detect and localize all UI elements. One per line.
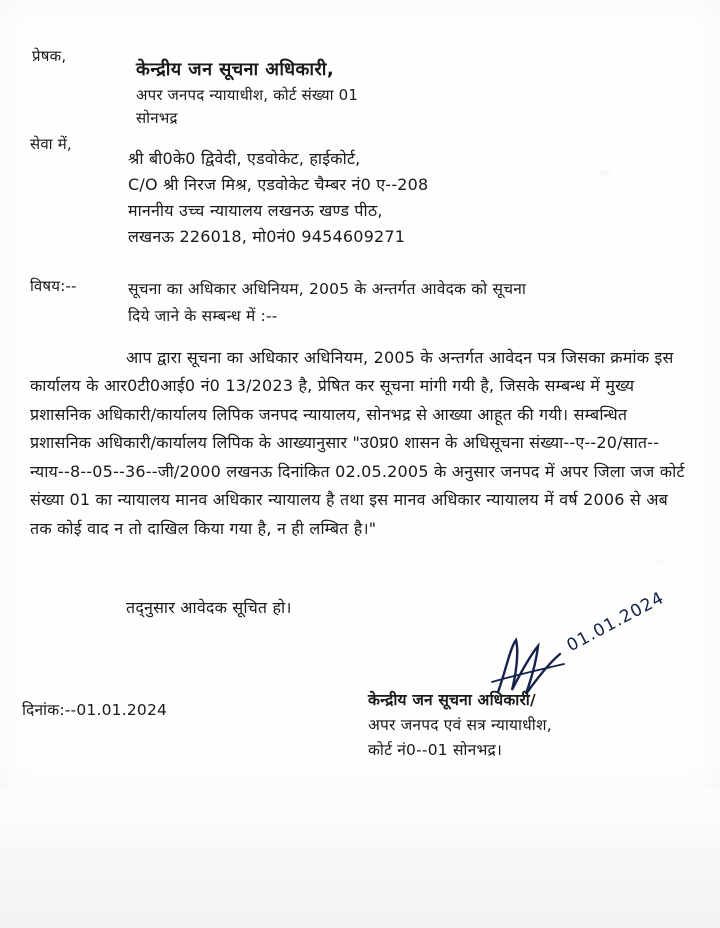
subject-line-1: सूचना का अधिकार अधिनियम, 2005 के अन्तर्गत आवेदक को सूचना [128, 280, 527, 298]
signature-date: 01.01.2024 [563, 587, 668, 657]
subject-label: विषय:-- [30, 277, 77, 295]
closing-text: तद्नुसार आवेदक सूचित हो। [126, 598, 292, 617]
to-label: सेवा में, [30, 135, 72, 153]
from-label: प्रेषक, [32, 47, 67, 65]
recipient-line-3: माननीय उच्च न्यायालय लखनऊ खण्ड पीठ, [128, 200, 383, 220]
recipient-line-1: श्री बी0के0 द्विवेदी, एडवोकेट, हाईकोर्ट, [128, 149, 361, 168]
signature-line-3: कोर्ट नं0--01 सोनभद्र। [368, 741, 503, 760]
sender-line-2: सोनभद्र [136, 109, 178, 128]
letter-date: दिनांक:--01.01.2024 [22, 701, 168, 719]
subject-line-2: दिये जाने के सम्बन्ध में :-- [128, 307, 278, 326]
sender-line-1: अपर जनपद न्यायाधीश, कोर्ट संख्या 01 [136, 85, 359, 104]
recipient-line-4: लखनऊ 226018, मो0नं0 9454609271 [128, 226, 406, 246]
body-paragraph-1 [30, 344, 690, 543]
sender-title: केन्द्रीय जन सूचना अधिकारी, [136, 59, 335, 80]
signature-block [368, 688, 688, 763]
sender-block [136, 56, 358, 130]
recipient-line-2: C/O श्री निरज मिश्र, एडवोकेट चैम्बर नं0 ए--208 [128, 174, 429, 194]
page-edge-shadow [0, 788, 720, 928]
body-paragraph-1-text: आप द्वारा सूचना का अधिकार अधिनियम, 2005 के अन्तर्गत आवेदन पत्र जिसका क्रमांक इस कार्यालय के आर0टी0आई0 नं0 13/2023 है, प्रेषित कर सूचना मांगी गयी है, जिसके सम्बन्ध में मुख्य प्रशासनिक अधिकारी/कार्यालय लिपिक जनपद न्यायालय, सोनभद्र से आख्या आहूत की गयी। सम्बन्धित प्रशासनिक अधिकारी/कार्यालय लिपिक के आख्यानुसार "उ0प्र0 शासन के अधिसूचना संख्या--ए--20/सात--न्याय--8--05--36--जी/2000 लखनऊ दिनांकित 02.05.2005 के अनुसार जनपद में अपर जिला जज कोर्ट संख्या 01 का न्यायालय मानव अधिकार न्यायालय है तथा इस मानव अधिकार न्यायालय में वर्ष 2006 से अब तक कोई वाद न तो दाखिल किया गया है, न ही लम्बित है।" [30, 348, 685, 538]
signature-line-2: अपर जनपद एवं सत्र न्यायाधीश, [368, 716, 552, 735]
subject-block [128, 276, 688, 330]
closing-line [30, 596, 690, 618]
signature-line-1: केन्द्रीय जन सूचना अधिकारी/ [368, 691, 536, 709]
recipient-block [128, 146, 428, 250]
body-block [30, 344, 690, 543]
